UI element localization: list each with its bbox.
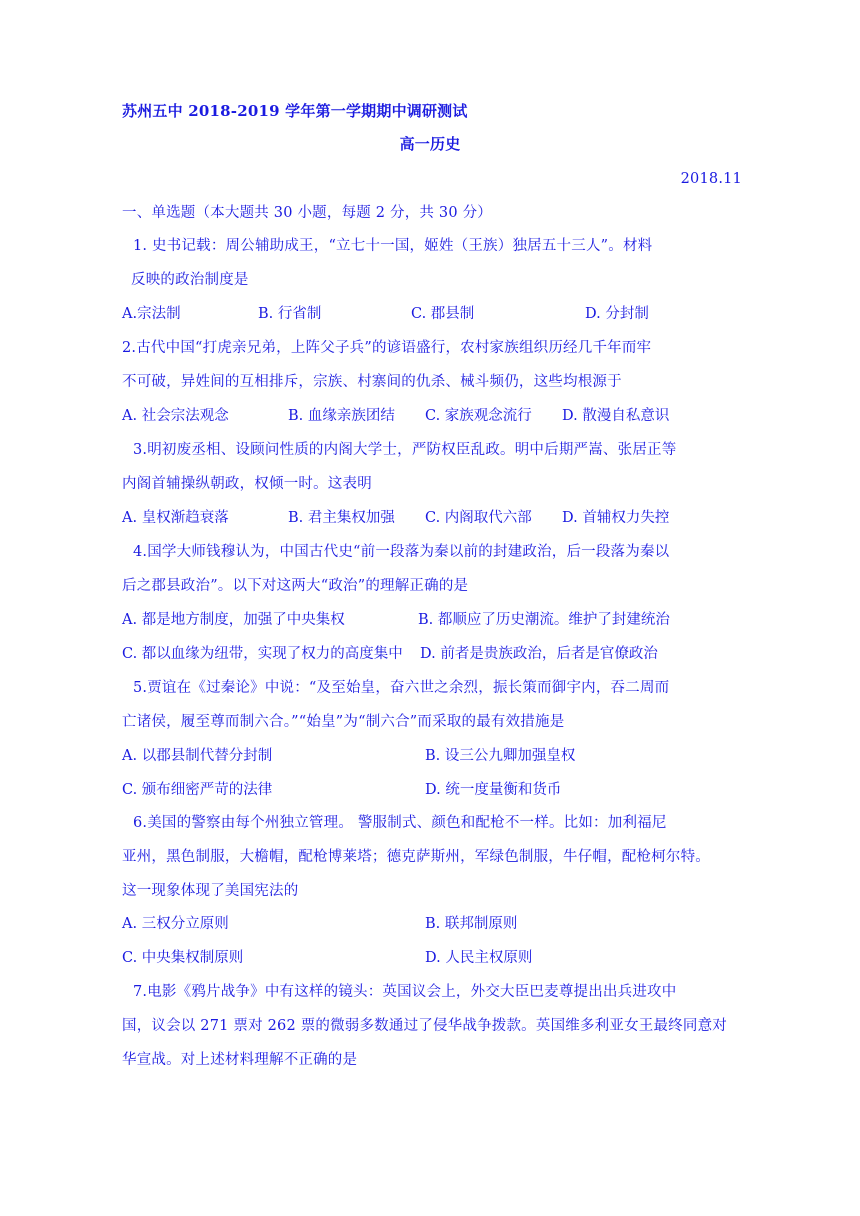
question-1-option-a: A.宗法制 [122, 306, 181, 322]
question-2-option-a: A. 社会宗法观念 [122, 408, 229, 424]
question-3-line-2: 内阁首辅操纵朝政，权倾一时。这表明 [122, 476, 372, 492]
question-4-option-d: D. 前者是贵族政治，后者是官僚政治 [420, 646, 658, 662]
question-2-option-c: C. 家族观念流行 [425, 408, 532, 424]
question-2-line-2: 不可破，异姓间的互相排斥，宗族、村寨间的仇杀、械斗频仍，这些均根源于 [122, 374, 622, 390]
question-7-line-1: 7.电影《鸦片战争》中有这样的镜头：英国议会上，外交大臣巴麦尊提出出兵进攻中 [133, 984, 677, 1000]
question-5-line-1: 5.贾谊在《过秦论》中说：“及至始皇，奋六世之余烈，振长策而御宇内，吞二周而 [133, 680, 670, 696]
exam-date: 2018.11 [680, 171, 742, 187]
question-6-option-d: D. 人民主权原则 [425, 950, 533, 966]
question-6-option-c: C. 中央集权制原则 [122, 950, 244, 966]
section-heading: 一、单选题（本大题共 30 小题，每题 2 分，共 30 分） [122, 205, 492, 221]
question-5-line-2: 亡诸侯，履至尊而制六合。”“始皇”为“制六合”而采取的最有效措施是 [122, 714, 565, 730]
question-1-option-d: D. 分封制 [585, 306, 649, 322]
question-4-option-a: A. 都是地方制度，加强了中央集权 [122, 612, 345, 628]
question-1-option-b: B. 行省制 [258, 306, 322, 322]
question-6-option-b: B. 联邦制原则 [425, 916, 518, 932]
question-4-option-c: C. 都以血缘为纽带，实现了权力的高度集中 [122, 646, 403, 662]
question-3-option-d: D. 首辅权力失控 [562, 510, 670, 526]
question-1-line-1: 1. 史书记载：周公辅助成王，“立七十一国，姬姓（王族）独居五十三人”。材料 [133, 238, 653, 254]
question-1-line-2: 反映的政治制度是 [131, 272, 249, 288]
question-5-option-c: C. 颁布细密严苛的法律 [122, 782, 273, 798]
question-2-line-1: 2.古代中国“打虎亲兄弟，上阵父子兵”的谚语盛行，农村家族组织历经几千年而牢 [122, 340, 652, 356]
question-3-option-c: C. 内阁取代六部 [425, 510, 532, 526]
question-6-line-2: 亚州，黑色制服，大檐帽，配枪博莱塔；德克萨斯州，军绿色制服，牛仔帽，配枪柯尔特。 [122, 849, 710, 865]
question-7-line-3: 华宣战。对上述材料理解不正确的是 [122, 1052, 358, 1068]
question-1-option-c: C. 郡县制 [411, 306, 475, 322]
question-3-line-1: 3.明初废丞相、设顾问性质的内阁大学士，严防权臣乱政。明中后期严嵩、张居正等 [133, 442, 677, 458]
subject-title: 高一历史 [399, 135, 461, 153]
question-2-option-d: D. 散漫自私意识 [562, 408, 670, 424]
question-3-option-a: A. 皇权渐趋衰落 [122, 510, 229, 526]
school-title: 苏州五中 2018-2019 学年第一学期期中调研测试 [122, 102, 468, 120]
question-7-line-2: 国，议会以 271 票对 262 票的微弱多数通过了侵华战争拨款。英国维多利亚女王最终同意对 [122, 1018, 727, 1034]
question-3-option-b: B. 君主集权加强 [288, 510, 395, 526]
question-5-option-b: B. 设三公九卿加强皇权 [425, 748, 576, 764]
question-5-option-a: A. 以郡县制代替分封制 [122, 748, 273, 764]
question-6-line-3: 这一现象体现了美国宪法的 [122, 883, 299, 899]
question-4-option-b: B. 都顺应了历史潮流。维护了封建统治 [418, 612, 670, 628]
question-2-option-b: B. 血缘亲族团结 [288, 408, 395, 424]
question-4-line-2: 后之郡县政治”。以下对这两大“政治”的理解正确的是 [122, 578, 469, 594]
question-5-option-d: D. 统一度量衡和货币 [425, 782, 562, 798]
question-6-option-a: A. 三权分立原则 [122, 916, 229, 932]
question-4-line-1: 4.国学大师钱穆认为，中国古代史“前一段落为秦以前的封建政治，后一段落为秦以 [133, 544, 670, 560]
question-6-line-1: 6.美国的警察由每个州独立管理。 警服制式、颜色和配枪不一样。比如：加利福尼 [133, 815, 667, 831]
